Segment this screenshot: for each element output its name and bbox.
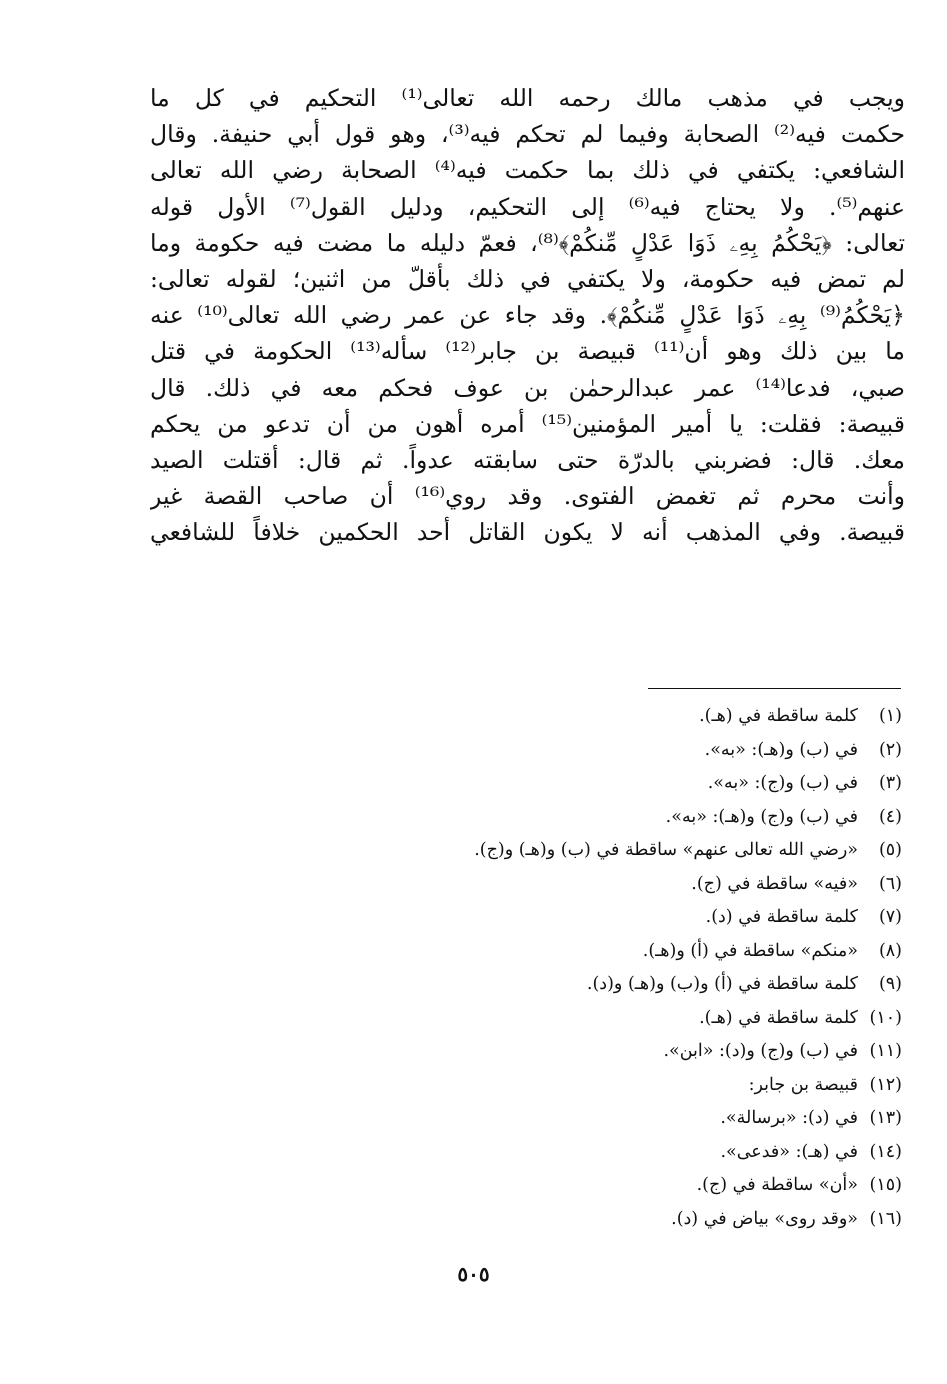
page-number: ٥٠٥	[457, 1262, 490, 1286]
footnote-text: «وقد روى» بياض في (د).	[671, 1208, 858, 1229]
footnote-text: قبيصة بن جابر:	[748, 1074, 858, 1095]
footnote-item	[302, 901, 902, 935]
body-line: ويجب في مذهب مالك رحمه الله تعالى⁽¹⁾ التحكيم في كل ما	[150, 84, 905, 112]
footnote-item	[302, 700, 902, 734]
body-line: وأنت محرم ثم تغمض الفتوى. وقد روي⁽¹⁶⁾ أن صاحب القصة غير	[150, 482, 905, 511]
footnote-number: (١٢)	[869, 1074, 902, 1095]
footnote-number: (٣)	[878, 773, 902, 793]
footnote-number: (١٥)	[869, 1175, 902, 1195]
footnote-number: (١)	[878, 706, 902, 726]
footnote-text: في (ب) و(هـ): «به».	[704, 739, 858, 760]
body-line: الشافعي: يكتفي في ذلك بما حكمت فيه⁽⁴⁾ الصحابة رضي الله تعالى	[150, 156, 905, 185]
footnote-number: (٢)	[878, 739, 902, 760]
footnote-item	[302, 935, 902, 969]
footnote-number: (١٤)	[869, 1141, 902, 1162]
footnote-item	[302, 767, 902, 801]
footnote-separator	[648, 688, 901, 689]
footnote-item	[302, 1203, 902, 1237]
footnote-text: «رضي الله تعالى عنهم» ساقطة في (ب) و(هـ) و(ج).	[474, 840, 858, 860]
footnote-text: في (ب) و(ج) و(د): «ابن».	[663, 1041, 858, 1061]
footnote-number: (١٣)	[869, 1108, 902, 1128]
footnote-number: (١٦)	[869, 1208, 902, 1229]
footnote-text: في (ب) و(ج): «به».	[707, 773, 858, 793]
footnote-text: في (د): «برسالة».	[720, 1108, 858, 1128]
main-body-text	[150, 80, 905, 550]
body-line: تعالى: ﴿يَحْكُمُ بِهِۦ ذَوَا عَدْلٍ مِّنكُمْ﴾⁽⁸⁾، فعمّ دليله ما مضت فيه حكومة وما	[150, 228, 905, 257]
footnote-text: «منكم» ساقطة في (أ) و(هـ).	[642, 940, 858, 961]
body-line: حكمت فيه⁽²⁾ الصحابة وفيما لم تحكم فيه⁽³⁾، وهو قول أبي حنيفة. وقال	[150, 120, 905, 149]
footnote-item	[302, 1102, 902, 1136]
footnote-item	[302, 734, 902, 768]
footnote-item	[302, 834, 902, 868]
footnote-text: كلمة ساقطة في (د).	[705, 907, 858, 927]
footnote-item	[302, 968, 902, 1002]
footnote-text: في (ب) و(ج) و(هـ): «به».	[665, 806, 858, 827]
footnote-number: (٧)	[878, 907, 902, 927]
footnote-text: كلمة ساقطة في (هـ).	[699, 1007, 858, 1028]
footnote-number: (٨)	[878, 940, 902, 961]
footnote-text: كلمة ساقطة في (هـ).	[699, 706, 858, 726]
footnote-item	[302, 1002, 902, 1036]
footnote-item	[302, 1136, 902, 1170]
footnote-item	[302, 1069, 902, 1103]
body-line: معك. قال: فضربني بالدرّة حتى سابقته عدواً. ثم قال: أقتلت الصيد	[150, 445, 905, 474]
footnote-number: (٩)	[878, 974, 902, 994]
footnote-text: كلمة ساقطة في (أ) و(ب) و(هـ) و(د).	[586, 974, 858, 994]
body-line: قبيصة. وفي المذهب أنه لا يكون القاتل أحد الحكمين خلافاً للشافعي	[150, 518, 905, 547]
footnote-number: (٦)	[878, 873, 902, 894]
footnote-number: (٥)	[878, 840, 902, 860]
footnote-number: (١١)	[869, 1041, 902, 1061]
body-line: ما بين ذلك وهو أن⁽¹¹⁾ قبيصة بن جابر⁽¹²⁾ سأله⁽¹³⁾ الحكومة في قتل	[150, 337, 905, 366]
footnote-item	[302, 1169, 902, 1203]
footnote-number: (٤)	[878, 806, 902, 827]
footnote-text: «أن» ساقطة في (ج).	[696, 1175, 858, 1195]
footnote-text: «فيه» ساقطة في (ج).	[691, 873, 858, 894]
body-line: عنهم⁽⁵⁾. ولا يحتاج فيه⁽⁶⁾ إلى التحكيم، ودليل القول⁽⁷⁾ الأول قوله	[150, 192, 905, 221]
body-line: ﴿يَحْكُمُ⁽⁹⁾ بِهِۦ ذَوَا عَدْلٍ مِّنكُمْ﴾. وقد جاء عن عمر رضي الله تعالى⁽¹⁰⁾ عنه	[150, 301, 905, 330]
footnote-text: في (هـ): «فدعى».	[720, 1141, 858, 1162]
body-line: صبي، فدعا⁽¹⁴⁾ عمر عبدالرحمٰن بن عوف فحكم معه في ذلك. قال	[150, 373, 905, 402]
footnotes-list	[302, 700, 902, 1236]
footnote-item	[302, 1035, 902, 1069]
footnote-number: (١٠)	[869, 1007, 902, 1028]
footnote-item	[302, 801, 902, 835]
footnote-item	[302, 868, 902, 902]
body-line: لم تمض فيه حكومة، ولا يكتفي في ذلك بأقلّ من اثنين؛ لقوله تعالى:	[150, 264, 905, 293]
body-line: قبيصة: فقلت: يا أمير المؤمنين⁽¹⁵⁾ أمره أهون من أن تدعو من يحكم	[150, 409, 905, 438]
